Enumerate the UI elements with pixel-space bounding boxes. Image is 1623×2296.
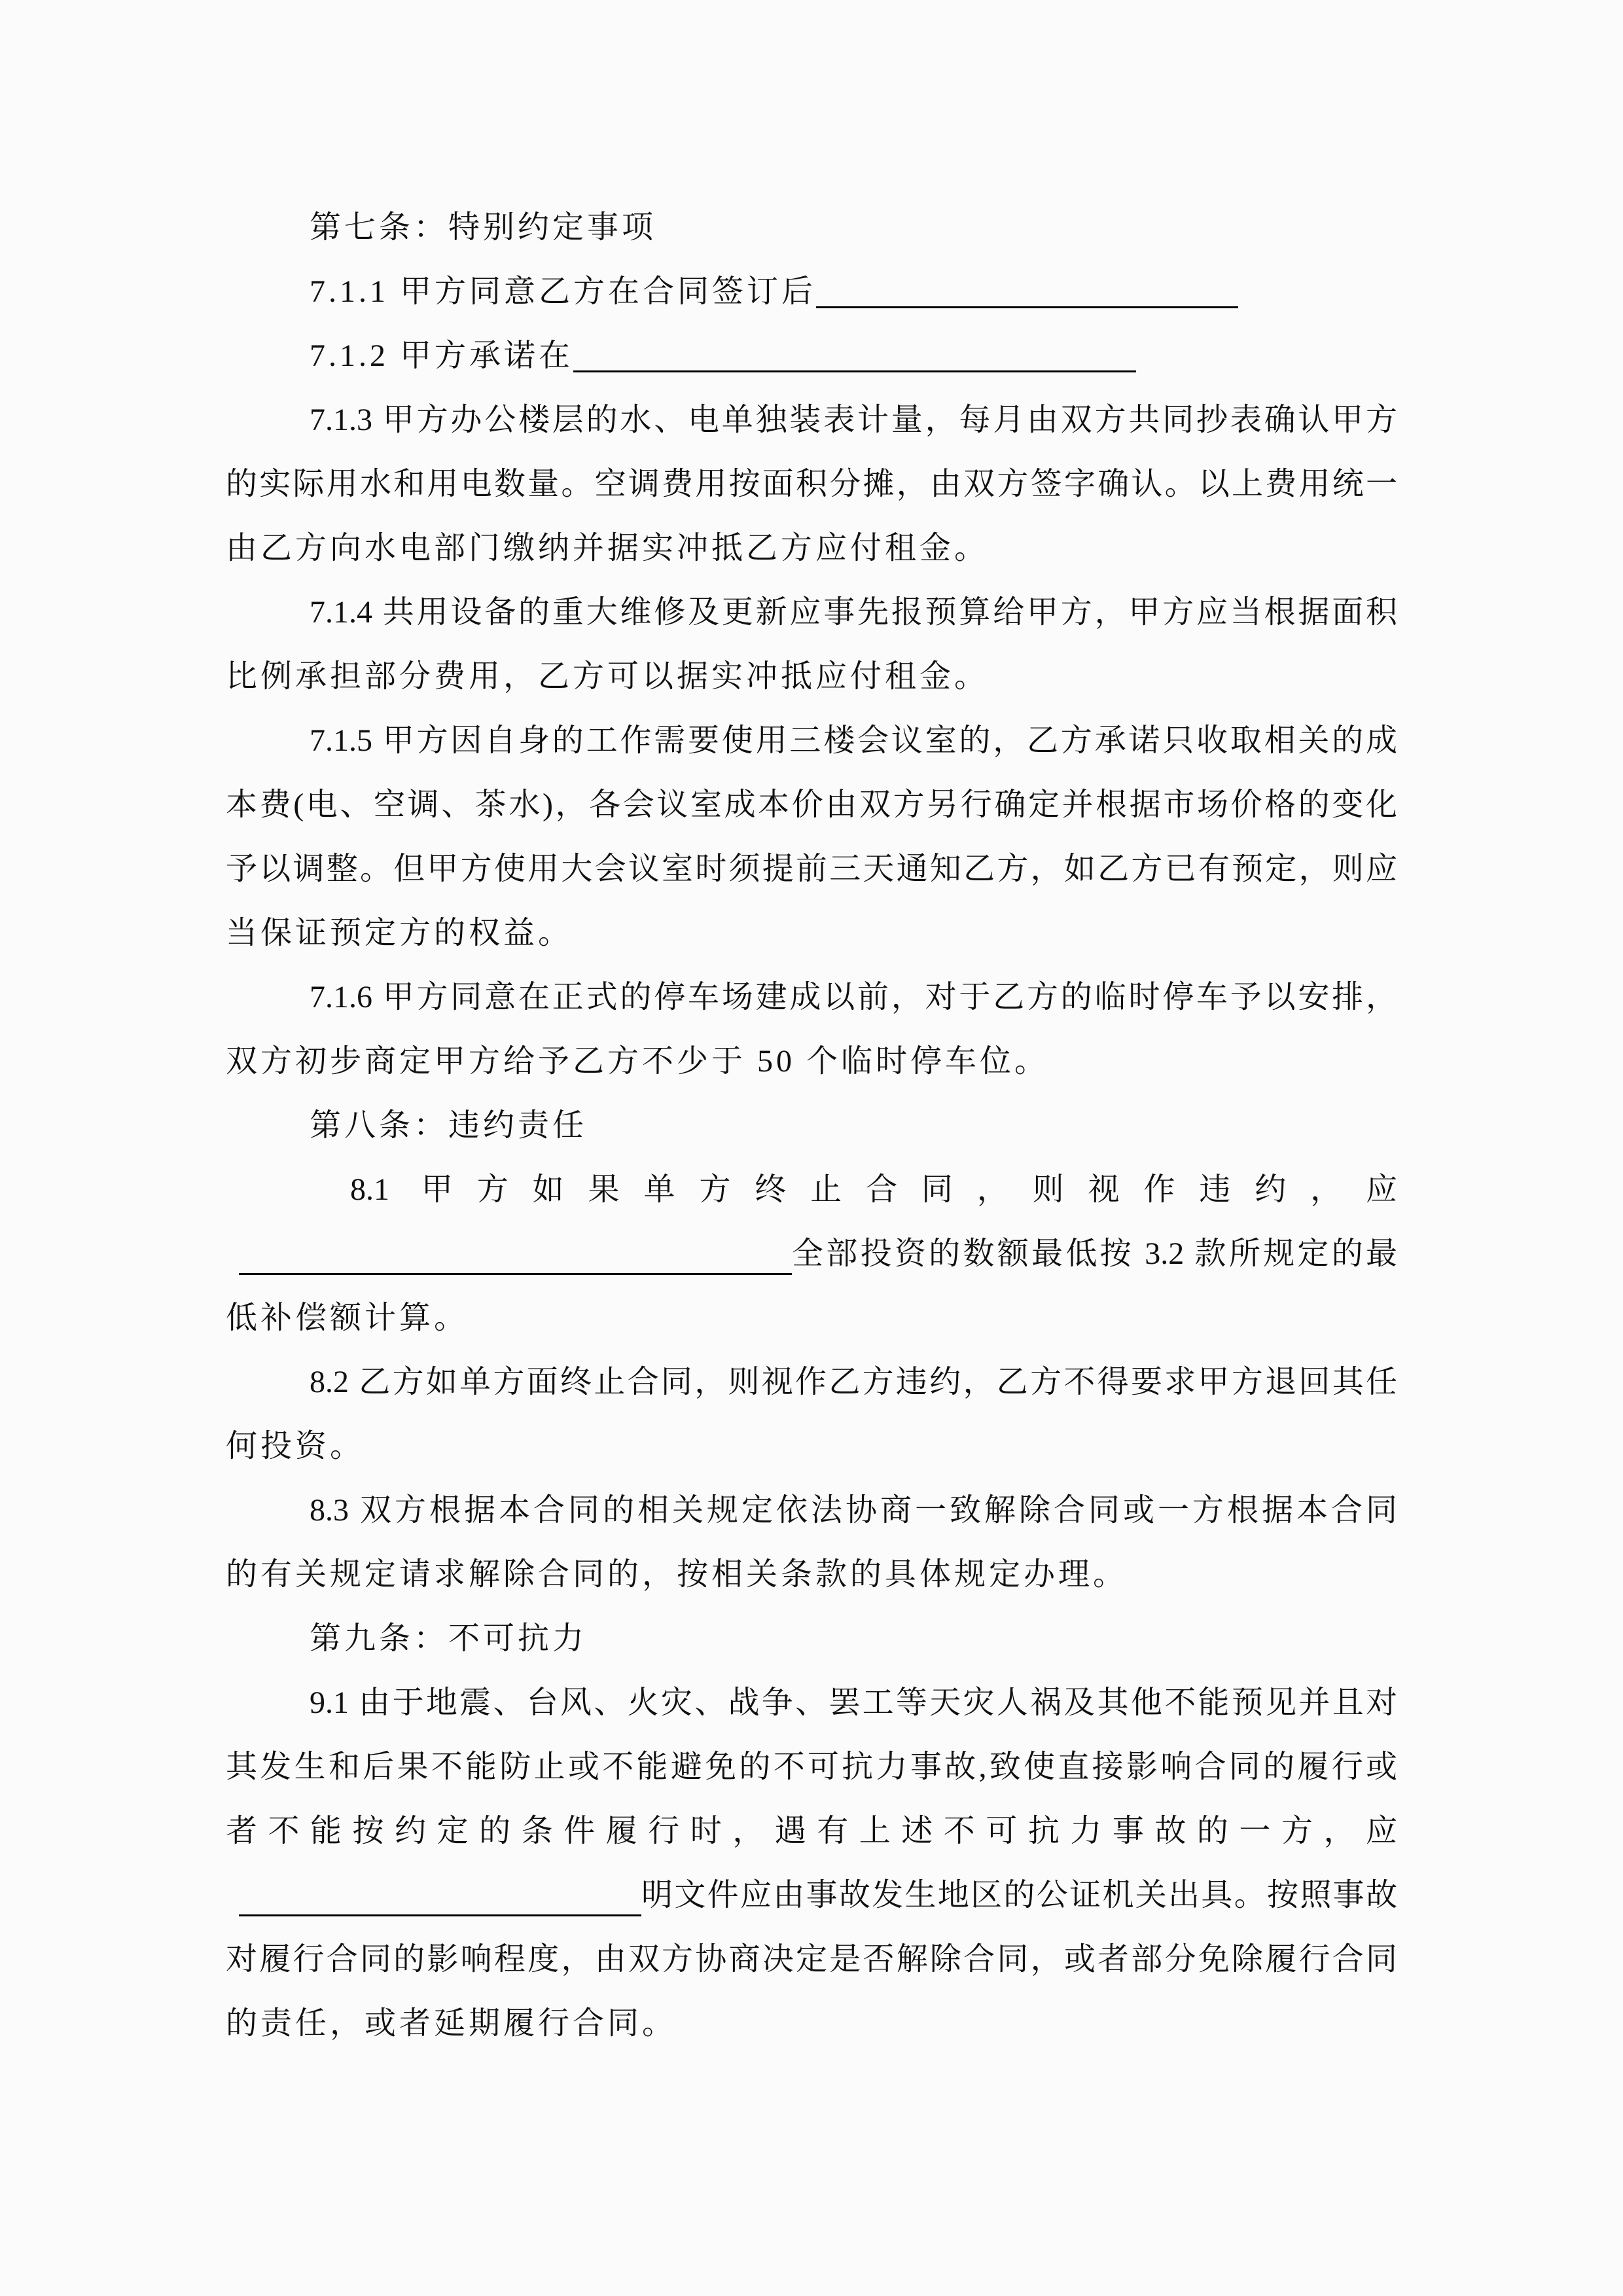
text-line xyxy=(226,581,1397,645)
text-line xyxy=(226,645,1397,709)
text-run: 7.1.5 甲方因自身的工作需要使用三楼会议室的，乙方承诺只收取相关的成 xyxy=(310,723,1397,758)
text-line xyxy=(226,965,1397,1030)
text-run: 第九条：不可抗力 xyxy=(310,1621,588,1656)
text-run: 予以调整。但甲方使用大会议室时须提前三天通知乙方，如乙方已有预定，则应 xyxy=(226,852,1397,886)
text-run: 其发生和后果不能防止或不能避免的不可抗力事故,致使直接影响合同的履行或 xyxy=(226,1749,1397,1784)
text-run: 全部投资的数额最低按 3.2 款所规定的最 xyxy=(792,1236,1397,1271)
text-run: 8.3 双方根据本合同的相关规定依法协商一致解除合同或一方根据本合同 xyxy=(310,1493,1397,1528)
text-run: 7.1.6 甲方同意在正式的停车场建成以前，对于乙方的临时停车予以安排， xyxy=(310,980,1397,1014)
text-line xyxy=(226,1030,1397,1094)
text-run: 第八条：违约责任 xyxy=(310,1108,588,1143)
text-line xyxy=(226,1222,1397,1286)
text-line xyxy=(226,1286,1397,1350)
text-run: 9.1 由于地震、台风、火灾、战争、罢工等天灾人祸及其他不能预见并且对 xyxy=(310,1685,1397,1720)
text-run: 的有关规定请求解除合同的，按相关条款的具体规定办理。 xyxy=(226,1557,1128,1592)
text-line xyxy=(226,901,1397,965)
text-line xyxy=(226,1543,1397,1607)
clause-7-1-2 xyxy=(226,324,1397,388)
clause-9-1 xyxy=(226,1671,1397,2056)
clause-7-1-3 xyxy=(226,388,1397,581)
text-line xyxy=(226,1350,1397,1414)
text-run: 7.1.3 甲方办公楼层的水、电单独装表计量，每月由双方共同抄表确认甲方 xyxy=(310,403,1397,437)
text-line xyxy=(226,1799,1397,1863)
fill-in-blank-line xyxy=(239,1863,641,1916)
text-line xyxy=(226,1094,1397,1158)
clause-7-1-5 xyxy=(226,709,1397,965)
text-line xyxy=(226,516,1397,581)
text-run: 8.1 甲方如果单方终止合同，则视作违约，应 xyxy=(350,1172,1397,1207)
text-run: 的责任，或者延期履行合同。 xyxy=(226,2006,677,2041)
clause-7-1-4 xyxy=(226,581,1397,709)
text-run: 比例承担部分费用，乙方可以据实冲抵应付租金。 xyxy=(226,659,990,694)
text-run: 当保证预定方的权益。 xyxy=(226,916,573,950)
text-line xyxy=(226,773,1397,837)
text-run: 本费(电、空调、茶水)，各会议室成本价由双方另行确定并根据市场价格的变化 xyxy=(226,787,1397,822)
document-body xyxy=(226,196,1397,2056)
text-line xyxy=(226,837,1397,901)
text-run: 者不能按约定的条件履行时，遇有上述不可抗力事故的一方，应 xyxy=(226,1814,1397,1848)
text-run: 何投资。 xyxy=(226,1429,365,1463)
fill-in-blank-line xyxy=(816,274,1238,308)
text-line xyxy=(226,1671,1397,1735)
text-run: 7.1.4 共用设备的重大维修及更新应事先报预算给甲方，甲方应当根据面积 xyxy=(310,595,1397,630)
text-line xyxy=(226,388,1397,452)
text-line xyxy=(226,1479,1397,1543)
text-line xyxy=(226,1992,1397,2056)
clause-7-1-6 xyxy=(226,965,1397,1094)
text-run: 双方初步商定甲方给予乙方不少于 50 个临时停车位。 xyxy=(226,1044,1050,1079)
text-run: 的实际用水和用电数量。空调费用按面积分摊，由双方签字确认。以上费用统一 xyxy=(226,467,1397,501)
text-line xyxy=(226,452,1397,516)
text-run: 第七条：特别约定事项 xyxy=(310,210,657,245)
text-line xyxy=(226,324,1397,388)
clause-8-3 xyxy=(226,1479,1397,1607)
text-run: 对履行合同的影响程度，由双方协商决定是否解除合同，或者部分免除履行合同 xyxy=(226,1942,1397,1977)
clause-8-2 xyxy=(226,1350,1397,1479)
article-7-heading xyxy=(226,196,1397,260)
text-run: 8.2 乙方如单方面终止合同，则视作乙方违约，乙方不得要求甲方退回其任 xyxy=(310,1365,1397,1399)
text-run: 由乙方向水电部门缴纳并据实冲抵乙方应付租金。 xyxy=(226,531,990,565)
fill-in-blank-line xyxy=(239,1222,792,1275)
fill-in-blank-line xyxy=(573,338,1136,372)
text-line xyxy=(226,1607,1397,1671)
text-line xyxy=(226,1735,1397,1799)
text-line xyxy=(226,1928,1397,1992)
text-run: 7.1.2 甲方承诺在 xyxy=(310,338,574,373)
text-run: 7.1.1 甲方同意乙方在合同签订后 xyxy=(310,274,817,309)
text-line xyxy=(226,196,1397,260)
article-8-heading xyxy=(226,1094,1397,1158)
text-line xyxy=(226,260,1397,324)
article-9-heading xyxy=(226,1607,1397,1671)
clause-8-1 xyxy=(226,1158,1397,1350)
text-line xyxy=(226,1863,1397,1928)
text-line xyxy=(226,709,1397,773)
clause-7-1-1 xyxy=(226,260,1397,324)
text-run: 低补偿额计算。 xyxy=(226,1300,469,1335)
text-line xyxy=(226,1158,1397,1222)
text-line xyxy=(226,1414,1397,1479)
text-run: 明文件应由事故发生地区的公证机关出具。按照事故 xyxy=(641,1878,1397,1912)
